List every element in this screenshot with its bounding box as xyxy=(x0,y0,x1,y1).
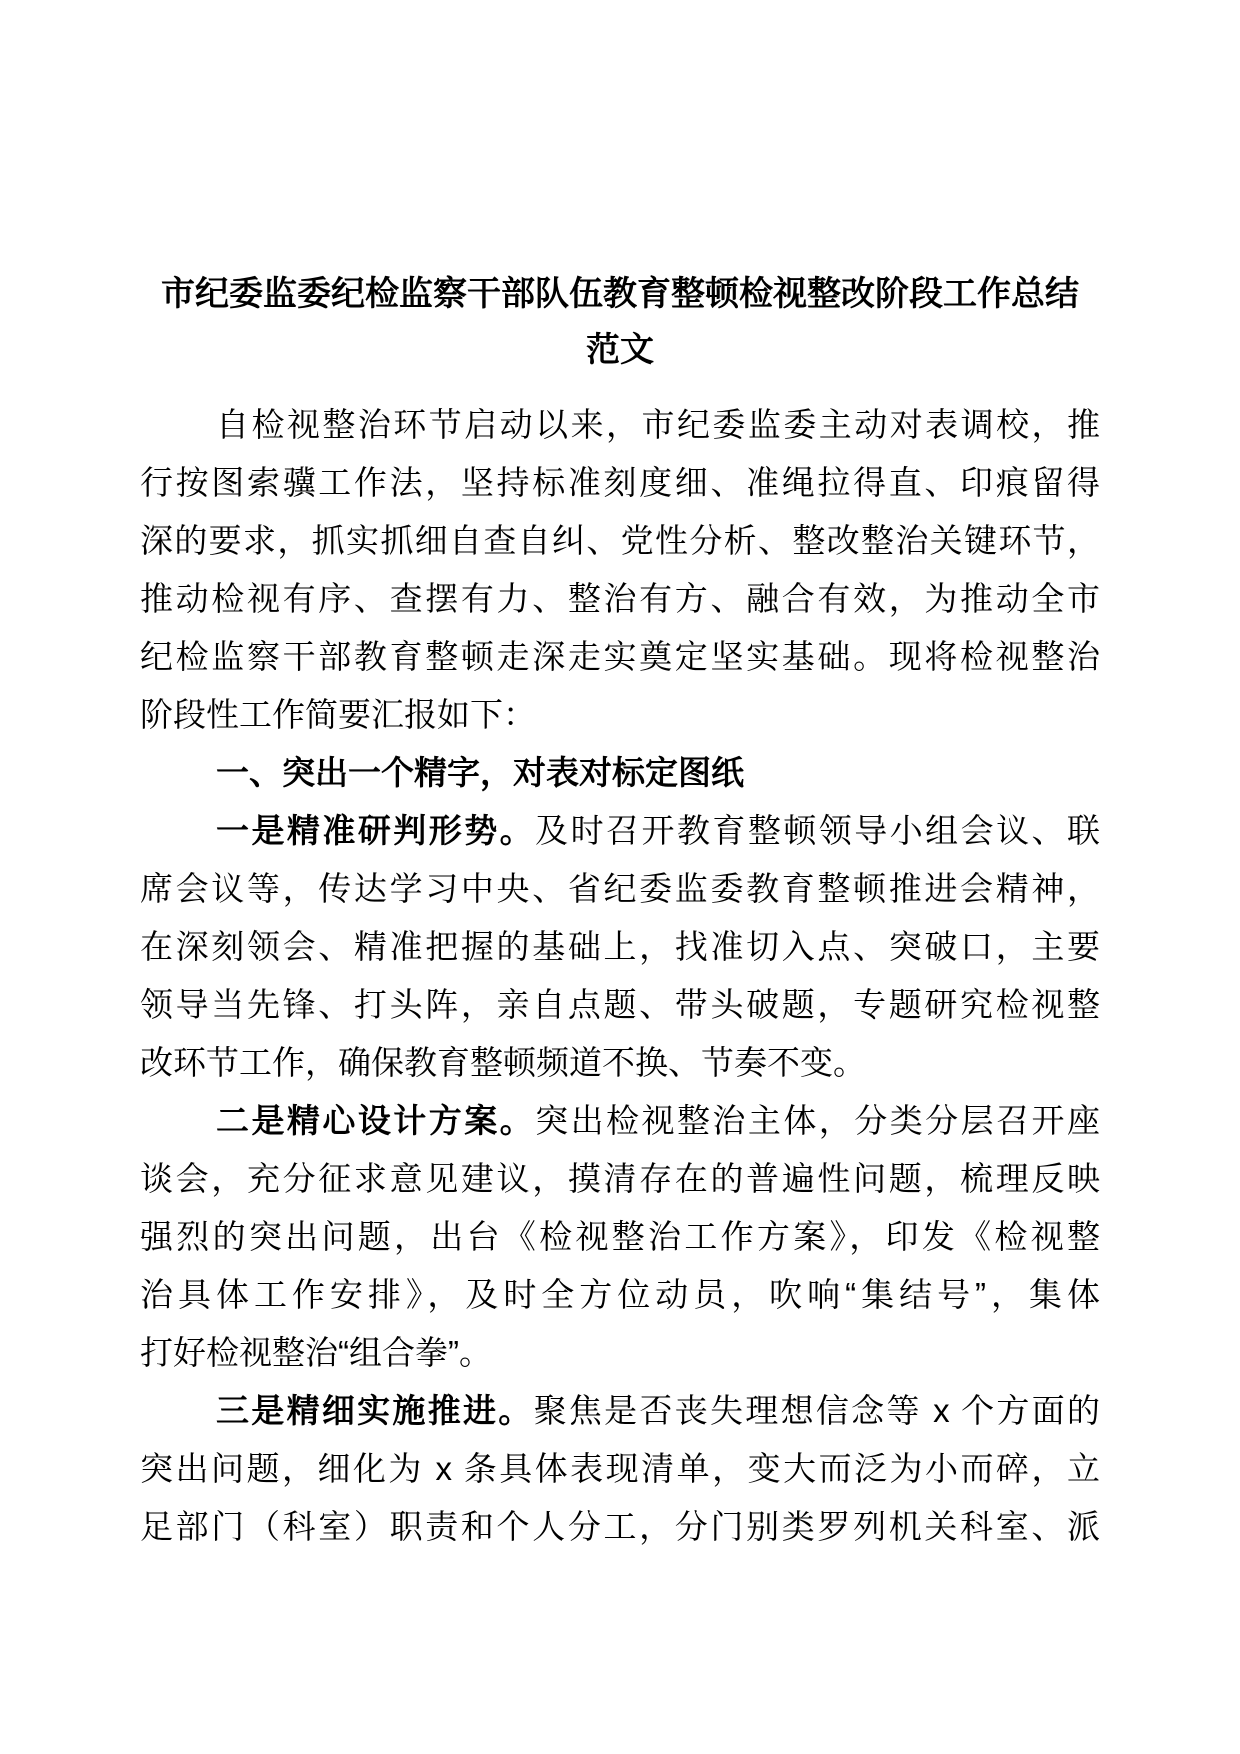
body-line: 二是精心设计方案。突出检视整治主体，分类分层召开座 xyxy=(216,1102,1100,1139)
body-line: 改环节工作，确保教育整顿频道不换、节奏不变。 xyxy=(140,1044,866,1081)
body-line: 纪检监察干部教育整顿走深走实奠定坚实基础。现将检视整治 xyxy=(140,638,1100,675)
body-line: 席会议等，传达学习中央、省纪委监委教育整顿推进会精神， xyxy=(140,870,1100,907)
document-title-line-1: 市纪委监委纪检监察干部队伍教育整顿检视整改阶段工作总结 xyxy=(161,275,1079,313)
body-line: 行按图索骥工作法，坚持标准刻度细、准绳拉得直、印痕留得 xyxy=(140,464,1100,501)
body-line: 三是精细实施推进。聚焦是否丧失理想信念等 x 个方面的 xyxy=(216,1392,1100,1429)
body-line: 深的要求，抓实抓细自查自纠、党性分析、整改整治关键环节， xyxy=(140,522,1100,559)
bold-lead-in: 三是精细实施推进。 xyxy=(216,1392,534,1429)
section-heading xyxy=(140,744,1100,802)
heading-line: 一、突出一个精字，对表对标定图纸 xyxy=(216,754,744,791)
body-line: 突出问题，细化为 x 条具体表现清单，变大而泛为小而碎，立 xyxy=(140,1450,1100,1487)
body-line: 谈会，充分征求意见建议，摸清存在的普遍性问题，梳理反映 xyxy=(140,1160,1100,1197)
body-line: 在深刻领会、精准把握的基础上，找准切入点、突破口，主要 xyxy=(140,928,1100,965)
body-line: 打好检视整治“组合拳”。 xyxy=(140,1334,492,1371)
paragraph xyxy=(140,396,1100,744)
body-line: 治具体工作安排》，及时全方位动员，吹响“集结号”，集体 xyxy=(140,1276,1100,1313)
document-title-line-2: 范文 xyxy=(586,331,654,369)
document-title xyxy=(140,266,1100,378)
bold-lead-in: 一是精准研判形势。 xyxy=(216,812,536,849)
paragraph xyxy=(140,1382,1100,1556)
body-line: 推动检视有序、查摆有力、整治有方、融合有效，为推动全市 xyxy=(140,580,1100,617)
body-line: 领导当先锋、打头阵，亲自点题、带头破题，专题研究检视整 xyxy=(140,986,1100,1023)
body-line: 一是精准研判形势。及时召开教育整顿领导小组会议、联 xyxy=(216,812,1100,849)
paragraph xyxy=(140,1092,1100,1382)
body-line: 阶段性工作简要汇报如下： xyxy=(140,696,536,733)
body-line: 自检视整治环节启动以来，市纪委监委主动对表调校，推 xyxy=(216,406,1100,443)
document-body xyxy=(140,396,1100,1556)
bold-lead-in: 二是精心设计方案。 xyxy=(216,1102,536,1139)
body-line: 足部门（科室）职责和个人分工，分门别类罗列机关科室、派 xyxy=(140,1508,1100,1545)
body-line: 强烈的突出问题，出台《检视整治工作方案》，印发《检视整 xyxy=(140,1218,1100,1255)
paragraph xyxy=(140,802,1100,1092)
